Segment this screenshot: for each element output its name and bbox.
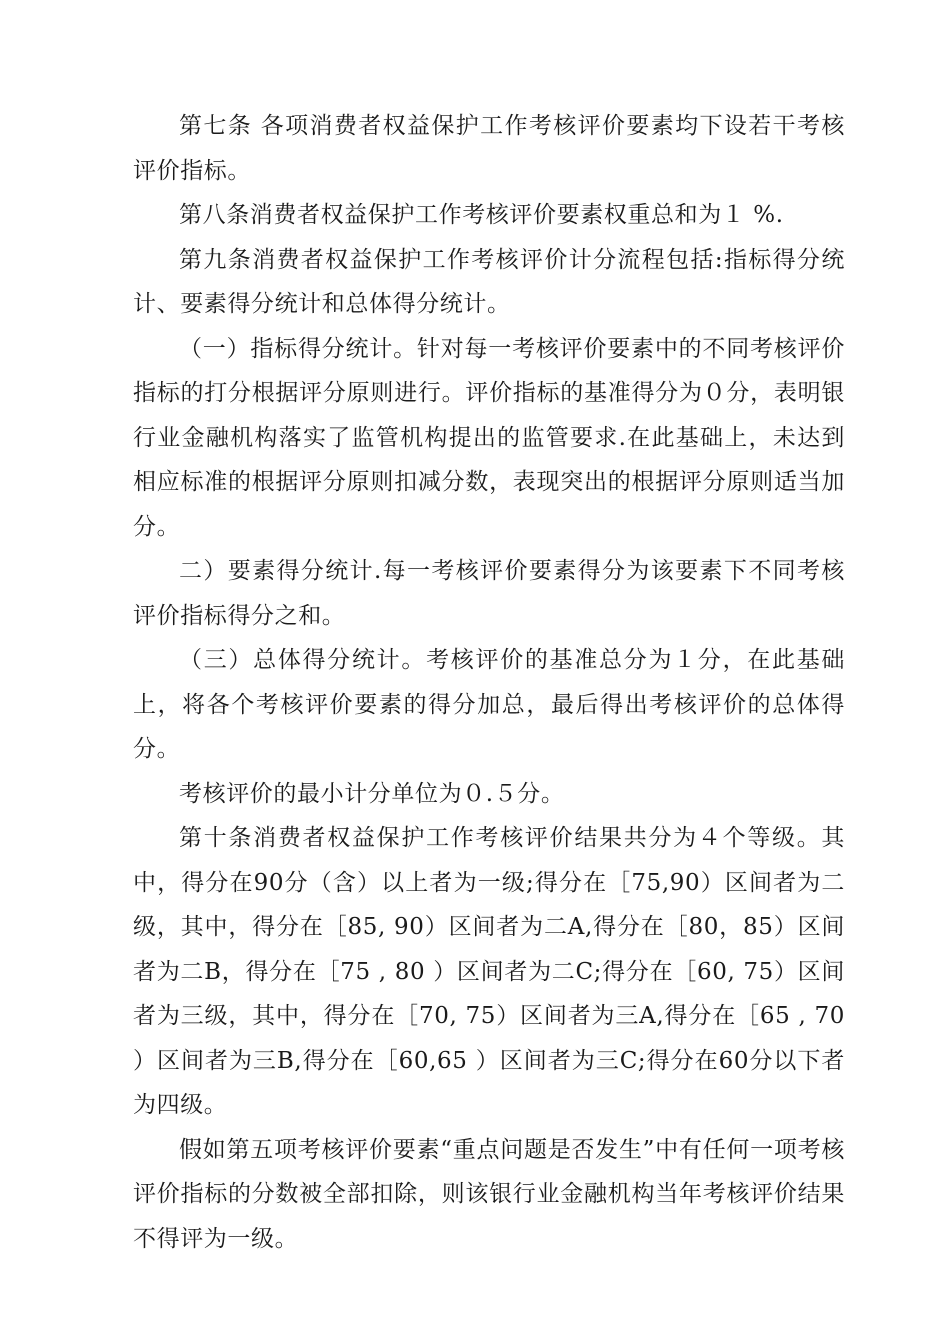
article-7-paragraph: 第七条 各项消费者权益保护工作考核评价要素均下设若干考核评价指标。 xyxy=(133,113,845,184)
minimum-unit-paragraph: 考核评价的最小计分单位为０.５分。 xyxy=(179,780,565,807)
article-8-paragraph: 第八条消费者权益保护工作考核评价要素权重总和为１ %. xyxy=(179,202,784,228)
article-10-paragraph: 第十条消费者权益保护工作考核评价结果共分为４个等级。其中，得分在90分（含）以上者为一级;得分在［75,90）区间者为二级，其中，得分在［85, 90）区间者为二A,得分在［80，85）区间者为二B，得分在［75 , 80 ）区间者为二C;得分在［60, 75）区间者为三级，其中，得分在［70, 75）区间者为三A,得分在［65 , 70 ）区间者为三B,得分在［60,65 ）区间者为三C;得分在60分以下者为四级。 xyxy=(133,825,845,1118)
article-9-paragraph: 第九条消费者权益保护工作考核评价计分流程包括:指标得分统计、要素得分统计和总体得分统计。 xyxy=(133,246,845,317)
indicator-score-paragraph: （一）指标得分统计。针对每一考核评价要素中的不同考核评价指标的打分根据评分原则进行。评价指标的基准得分为０分，表明银行业金融机构落实了监管机构提出的监管要求.在此基础上，未达到相应标准的根据评分原则扣减分数，表现突出的根据评分原则适当加分。 xyxy=(133,335,845,540)
overall-score-paragraph: （三）总体得分统计。考核评价的基准总分为１分，在此基础上，将各个考核评价要素的得分加总，最后得出考核评价的总体得分。 xyxy=(133,647,845,762)
document-body xyxy=(133,104,845,1261)
element-score-paragraph: 二）要素得分统计.每一考核评价要素得分为该要素下不同考核评价指标得分之和。 xyxy=(133,558,845,629)
key-issue-paragraph: 假如第五项考核评价要素“重点问题是否发生”中有任何一项考核评价指标的分数被全部扣除，则该银行业金融机构当年考核评价结果不得评为一级。 xyxy=(133,1136,845,1252)
